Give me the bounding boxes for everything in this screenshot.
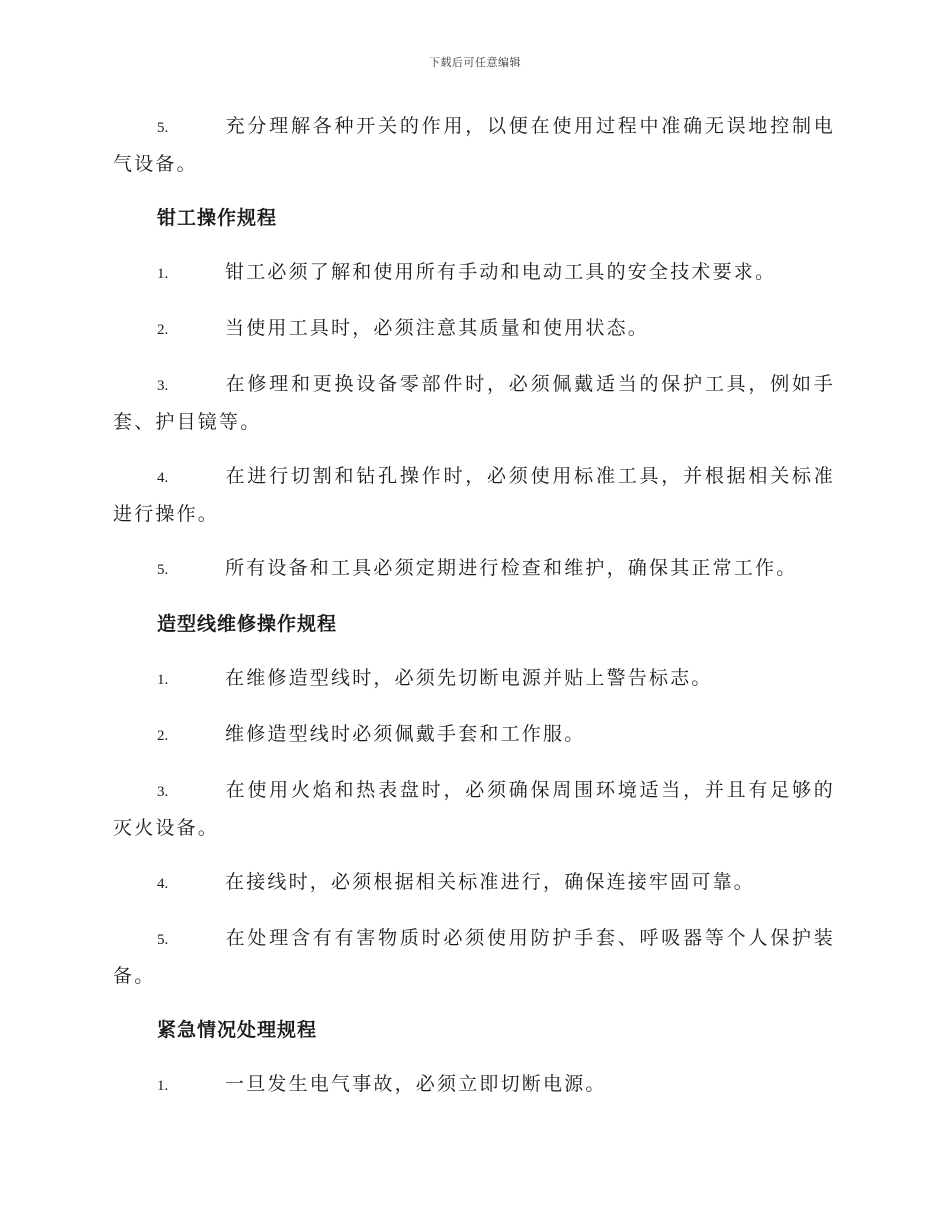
item-text: 在维修造型线时，必须先切断电源并贴上警告标志。 [225,667,713,689]
list-item [113,550,835,588]
section-heading-emergency: 紧急情况处理规程 [157,1019,318,1041]
page-header: 下载后可任意编辑 [429,56,521,69]
item-number: 2. [157,728,169,744]
section-heading-fitter: 钳工操作规程 [157,207,278,229]
item-text: 在修理和更换设备零部件时，必须佩戴适当的保护工具，例如手套、护目镜等。 [113,373,835,433]
list-item [113,772,835,846]
item-number: 3. [157,378,169,394]
item-number: 1. [157,672,169,688]
list-item [113,108,835,182]
item-number: 5. [157,562,169,578]
item-number: 2. [157,322,169,338]
item-number: 3. [157,784,169,800]
list-item [113,864,835,902]
document-body [113,108,835,1122]
list-item [113,716,835,754]
list-item [113,458,835,532]
item-text: 一旦发生电气事故，必须立即切断电源。 [225,1073,607,1095]
item-text: 在使用火焰和热表盘时，必须确保周围环境适当，并且有足够的灭火设备。 [113,779,835,839]
section-heading-molding-line: 造型线维修操作规程 [157,613,338,635]
item-text: 在处理含有有害物质时必须使用防护手套、呼吸器等个人保护装备。 [113,927,835,987]
item-text: 充分理解各种开关的作用，以便在使用过程中准确无误地控制电气设备。 [113,115,835,175]
list-item [113,310,835,348]
list-item [113,254,835,292]
item-number: 4. [157,470,169,486]
list-item [113,660,835,698]
item-text: 在接线时，必须根据相关标准进行，确保连接牢固可靠。 [225,871,756,893]
item-number: 5. [157,120,169,136]
item-number: 1. [157,1078,169,1094]
item-number: 1. [157,266,169,282]
list-item [113,1066,835,1104]
list-item [113,920,835,994]
item-text: 维修造型线时必须佩戴手套和工作服。 [225,723,586,745]
item-text: 当使用工具时，必须注意其质量和使用状态。 [225,317,650,339]
item-text: 钳工必须了解和使用所有手动和电动工具的安全技术要求。 [225,261,777,283]
item-text: 在进行切割和钻孔操作时，必须使用标准工具，并根据相关标准进行操作。 [113,465,835,525]
item-number: 5. [157,932,169,948]
list-item [113,366,835,440]
item-text: 所有设备和工具必须定期进行检查和维护，确保其正常工作。 [225,557,798,579]
item-number: 4. [157,876,169,892]
